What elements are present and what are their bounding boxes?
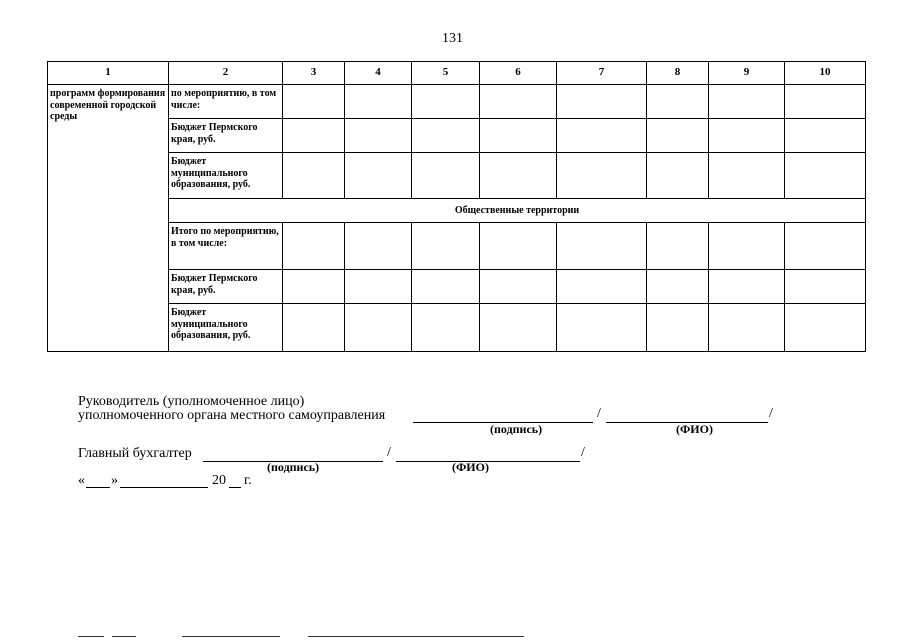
budget-table — [47, 61, 866, 352]
table-row — [48, 270, 866, 304]
table-row — [48, 153, 866, 199]
date-year-prefix: 20 — [212, 473, 226, 488]
date-month-line — [120, 487, 208, 488]
table-row — [48, 85, 866, 119]
slash-separator: / — [581, 445, 585, 460]
bottom-rule — [308, 636, 524, 637]
row-label: Итого по мероприятию, в том числе: — [169, 223, 283, 270]
head-title-line1: Руководитель (уполномоченное лицо) — [78, 394, 305, 409]
column-header: 3 — [283, 62, 345, 85]
row-label: Бюджет муниципального образования, руб. — [169, 304, 283, 352]
bottom-rule — [78, 636, 104, 637]
head-title-line2: уполномоченного органа местного самоуправления — [78, 408, 386, 423]
date-year-line — [229, 487, 241, 488]
slash-separator: / — [769, 406, 773, 421]
bottom-rule — [182, 636, 280, 637]
date-suffix: г. — [244, 473, 252, 488]
program-name-cell: программ формирования современной городской среды — [48, 85, 169, 352]
bottom-rule — [112, 636, 136, 637]
section-title: Общественные территории — [169, 199, 866, 223]
column-header: 10 — [785, 62, 866, 85]
date-quote-open: « — [78, 473, 85, 488]
column-header: 5 — [412, 62, 480, 85]
column-header: 2 — [169, 62, 283, 85]
column-header: 8 — [647, 62, 709, 85]
row-label: по мероприятию, в том числе: — [169, 85, 283, 119]
fio-caption: (ФИО) — [676, 422, 713, 436]
column-header: 6 — [480, 62, 557, 85]
header-row — [48, 62, 866, 85]
column-header: 1 — [48, 62, 169, 85]
table-row — [48, 119, 866, 153]
row-label: Бюджет муниципального образования, руб. — [169, 153, 283, 199]
table-row — [48, 304, 866, 352]
podpis-caption: (подпись) — [490, 422, 543, 436]
row-label: Бюджет Пермского края, руб. — [169, 270, 283, 304]
slash-separator: / — [597, 406, 601, 421]
podpis-caption: (подпись) — [267, 460, 320, 474]
column-header: 4 — [345, 62, 412, 85]
table-row — [48, 223, 866, 270]
date-quote-close: » — [111, 473, 118, 488]
fio-caption: (ФИО) — [452, 460, 489, 474]
accountant-label: Главный бухгалтер — [78, 446, 192, 461]
section-row — [48, 199, 866, 223]
slash-separator: / — [387, 445, 391, 460]
page-number: 131 — [442, 31, 463, 46]
row-label: Бюджет Пермского края, руб. — [169, 119, 283, 153]
column-header: 9 — [709, 62, 785, 85]
column-header: 7 — [557, 62, 647, 85]
date-day-line — [86, 487, 110, 488]
